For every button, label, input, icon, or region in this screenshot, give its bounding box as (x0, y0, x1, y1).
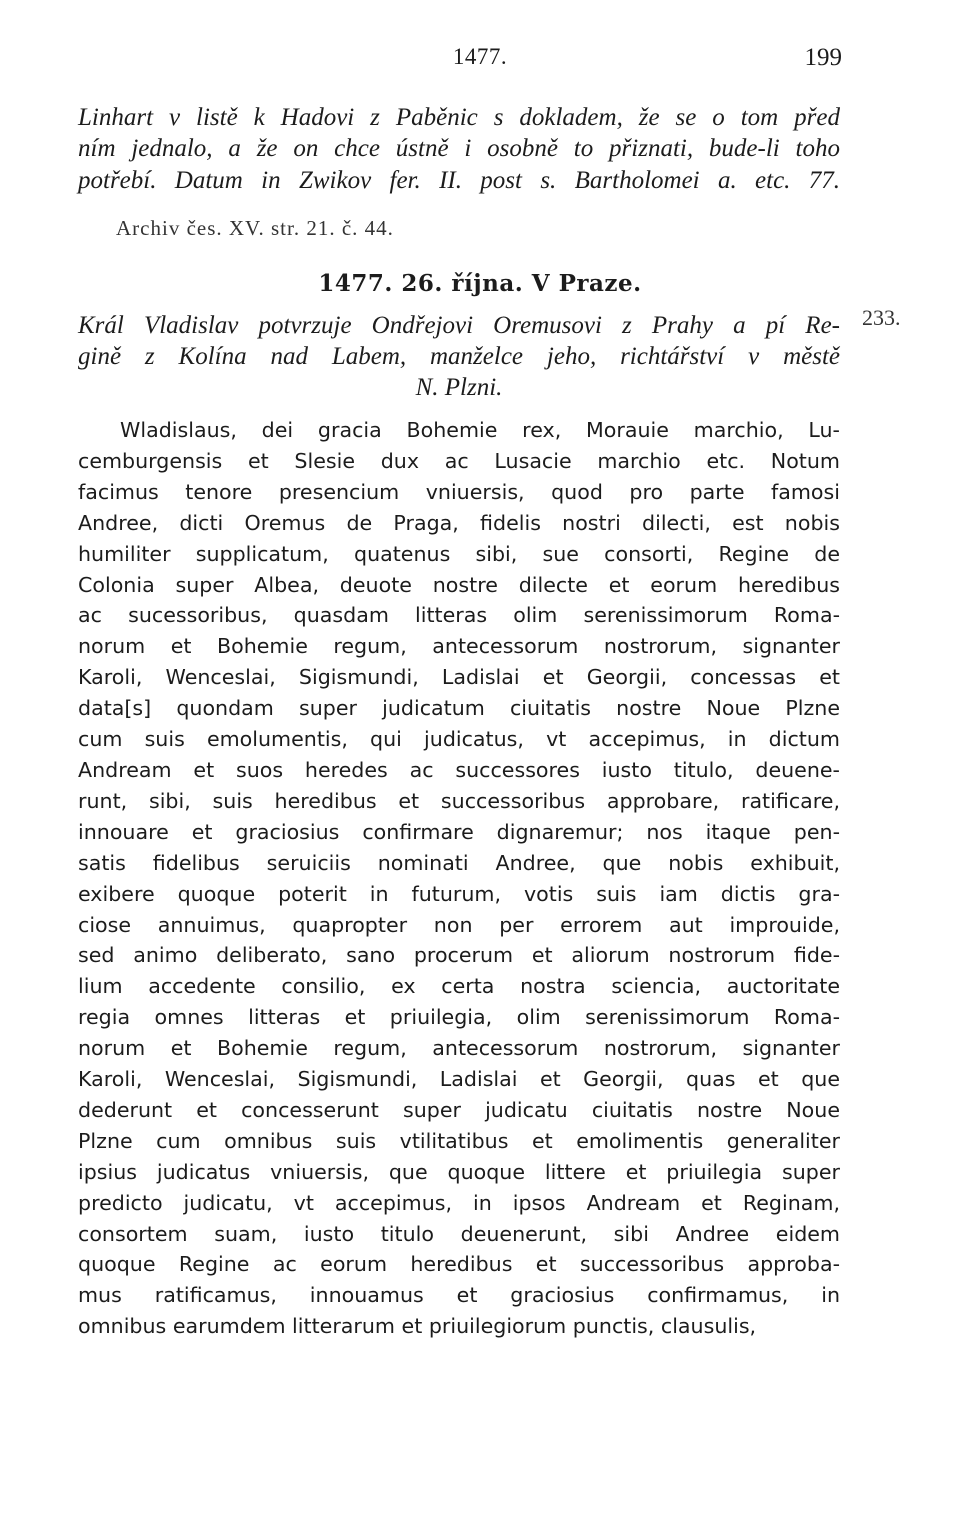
charter-body-line: sed animo deliberato, sano procerum et aliorum nostrorum fide- (78, 943, 840, 968)
previous-entry-line: potřebí. Datum in Zwikov fer. II. post s. Bartholomei a. etc. 77. (78, 166, 840, 194)
regest-line: gině z Kolína nad Labem, manželce jeho, richtářství v městě (78, 343, 840, 370)
page-number: 199 (804, 44, 842, 71)
charter-body-line: omnibus earumdem litterarum et priuilegiorum punctis, clausulis, (78, 1314, 757, 1339)
archive-reference: Archiv čes. XV. str. 21. č. 44. (116, 216, 394, 240)
charter-body-line: Colonia super Albea, deuote nostre dilecte et eorum heredibus (78, 572, 840, 597)
charter-body-line: norum et Bohemie regum, antecessorum nostrorum, signanter (78, 634, 840, 659)
charter-body-line: Plzne cum omnibus suis vtilitatibus et emolimentis generaliter (78, 1128, 840, 1153)
charter-body-line: runt, sibi, suis heredibus et successoribus approbare, ratificare, (78, 788, 840, 813)
entry-number: 233. (862, 305, 901, 330)
charter-body-line: Andream et suos heredes ac successores iusto titulo, deuene- (78, 757, 840, 782)
running-header-year: 1477. (452, 44, 508, 69)
charter-body-line: mus ratificamus, innouamus et graciosius confirmamus, in (78, 1283, 840, 1308)
charter-body-line: cemburgensis et Slesie dux ac Lusacie marchio etc. Notum (78, 448, 840, 473)
previous-entry-text (78, 102, 840, 196)
charter-body-line: ac sucessoribus, quasdam litteras olim serenissimorum Roma- (78, 603, 840, 628)
charter-body-line: exibere quoque poterit in futurum, votis suis iam dictis gra- (78, 881, 840, 906)
charter-body-line: regia omnes litteras et priuilegia, olim serenissimorum Roma- (78, 1005, 840, 1030)
charter-body-line: Karoli, Wenceslai, Sigismundi, Ladislai et Georgii, concessas et (78, 665, 840, 690)
charter-body-text (78, 415, 840, 1342)
charter-body-line: ipsius judicatus vniuersis, que quoque littere et priuilegia super (78, 1159, 840, 1184)
charter-body-line: Wladislaus, dei gracia Bohemie rex, Morauie marchio, Lu- (120, 418, 840, 442)
charter-body-line: data[s] quondam super judicatum ciuitatis nostre Noue Plzne (78, 696, 840, 721)
previous-entry-line: ním jednalo, a že on chce ústně i osobně to přiznati, bude-li toho (78, 135, 840, 163)
regest-line: Král Vladislav potvrzuje Ondřejovi Oremusovi z Prahy a pí Re- (78, 312, 840, 339)
previous-entry-line: Linhart v listě k Hadovi z Paběnic s dokladem, že se o tom před (78, 104, 840, 131)
charter-body-line: Karoli, Wenceslai, Sigismundi, Ladislai et Georgii, quas et que (78, 1067, 840, 1092)
entry-regest (78, 310, 840, 403)
charter-body-line: lium accedente consilio, ex certa nostra sciencia, auctoritate (78, 974, 840, 999)
charter-body-line: norum et Bohemie regum, antecessorum nostrorum, signanter (78, 1036, 840, 1061)
charter-body-line: Andree, dicti Oremus de Praga, fidelis nostri dilecti, est nobis (78, 510, 840, 535)
charter-body-line: dederunt et concesserunt super judicatu ciuitatis nostre Noue (78, 1097, 840, 1122)
charter-body-line: facimus tenore presencium vniuersis, quod pro parte famosi (78, 479, 840, 504)
entry-dateline: 1477. 26. října. V Praze. (318, 270, 642, 297)
charter-body-line: cum suis emolumentis, qui judicatus, vt accepimus, in dictum (78, 727, 840, 752)
charter-body-line: satis fidelibus seruiciis nominati Andree, que nobis exhibuit, (78, 850, 840, 875)
charter-body-line: ciose annuimus, quapropter non per errorem aut improuide, (78, 912, 840, 937)
charter-body-line: quoque Regine ac eorum heredibus et successoribus approba- (78, 1252, 840, 1277)
charter-body-line: innouare et graciosius confirmare dignaremur; nos itaque pen- (78, 819, 840, 844)
charter-body-line: consortem suam, iusto titulo deuenerunt, sibi Andree eidem (78, 1221, 840, 1246)
regest-line: N. Plzni. (415, 374, 503, 401)
charter-body-line: predicto judicatu, vt accepimus, in ipsos Andream et Reginam, (78, 1190, 840, 1215)
charter-body-line: humiliter supplicatum, quatenus sibi, sue consorti, Regine de (78, 541, 840, 566)
